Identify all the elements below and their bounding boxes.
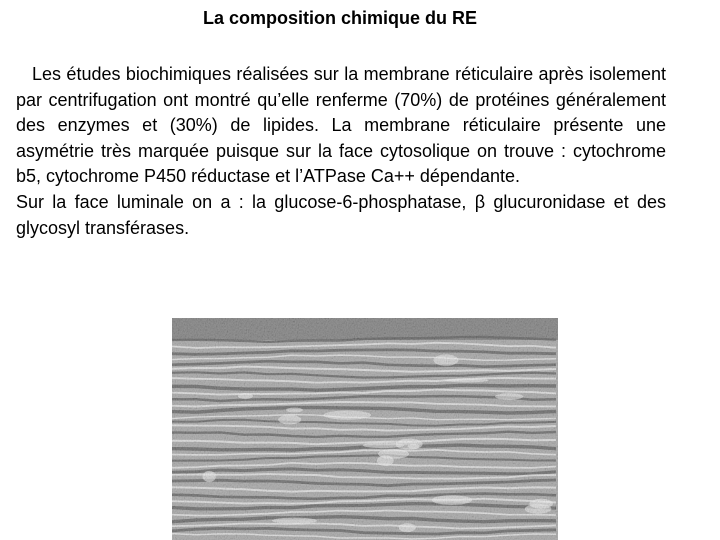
micrograph-texture	[172, 318, 558, 540]
body-text	[16, 62, 666, 241]
paragraph-composition: Les études biochimiques réalisées sur la membrane réticulaire après isolement par centrifugation ont montré qu’elle renferme (70%) de protéines généralement des enzymes et (30%) de lipides. La membrane réticulaire présente une asymétrie très marquée puisque sur la face cytosolique on trouve : cytochrome b5, cytochrome P450 réductase et l’ATPase Ca++ dépendante.	[16, 64, 666, 187]
paragraph-luminal-face: Sur la face luminale on a : la glucose-6-phosphatase, β glucuronidase et des glycosyl transférases.	[16, 191, 666, 238]
micrograph-image	[172, 318, 558, 540]
page-title: La composition chimique du RE	[202, 8, 478, 28]
